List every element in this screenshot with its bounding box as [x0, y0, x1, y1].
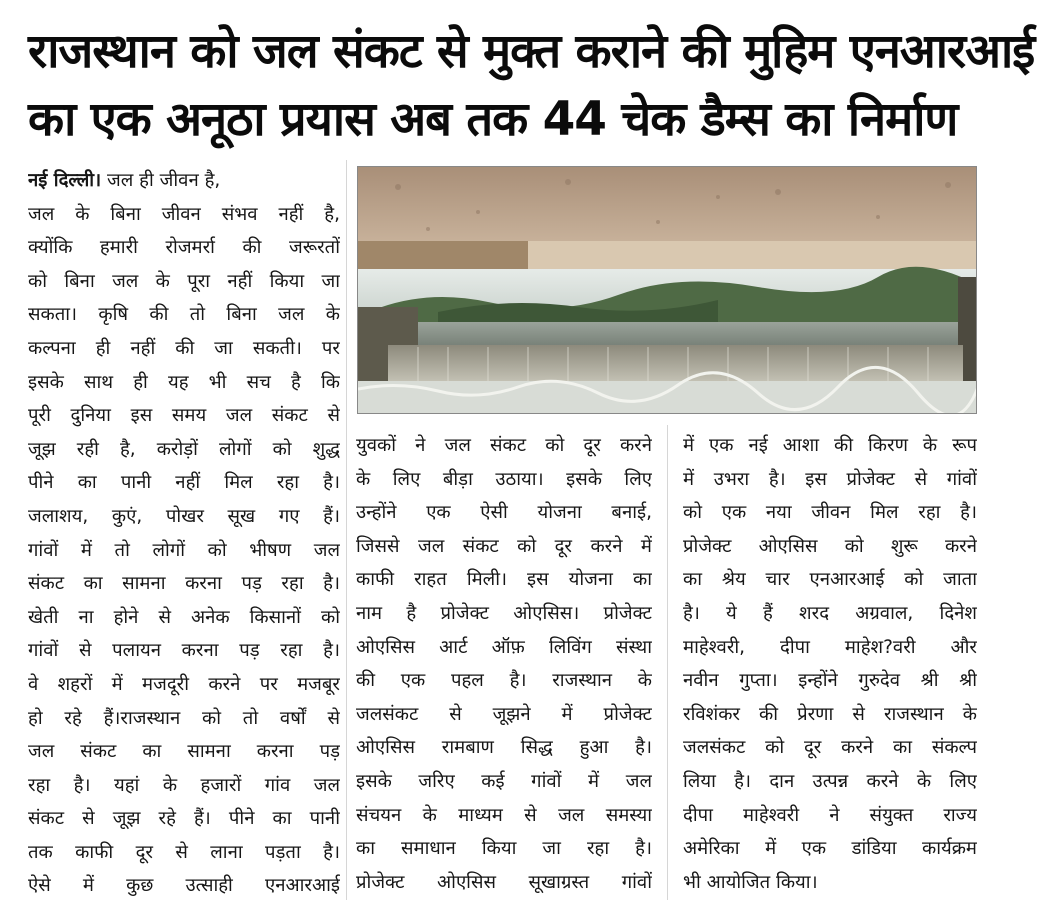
article-line: को एक नया जीवन मिल रहा है। — [683, 502, 977, 524]
article-line: के लिए बीड़ा उठाया। इसके लिए — [356, 468, 652, 490]
article-line: पीने का पानी नहीं मिल रहा है। — [28, 472, 340, 494]
article-line: जलसंकट से जूझने में प्रोजेक्ट — [356, 703, 652, 725]
article-line: को बिना जल के पूरा नहीं किया जा — [28, 270, 340, 292]
article-line: पूरी दुनिया इस समय जल संकट से — [28, 405, 340, 427]
headline-line-2: का एक अनूठा प्रयास अब तक 44 चेक डैम्स का निर्माण — [28, 92, 958, 147]
article-line: है। ये हैं शरद अग्रवाल, दिनेश — [683, 602, 977, 624]
article-line: ओएसिस रामबाण सिद्ध हुआ है। — [356, 737, 652, 759]
article-line: जलसंकट को दूर करने का संकल्प — [683, 737, 977, 759]
article-line: हो रहे हैं।राजस्थान को तो वर्षों से — [28, 707, 340, 729]
article-line: कल्पना ही नहीं की जा सकती। पर — [28, 337, 340, 359]
article-line: ऐसे में कुछ उत्साही एनआरआई — [28, 875, 340, 897]
article-line: नाम है प्रोजेक्ट ओएसिस। प्रोजेक्ट — [356, 602, 652, 624]
article-line — [28, 164, 340, 198]
article-line: जल के बिना जीवन संभव नहीं है, — [28, 203, 340, 225]
article-line: की एक पहल है। राजस्थान के — [356, 670, 652, 692]
article-line: संकट का सामना करना पड़ रहा है। — [28, 573, 340, 595]
article-column-right — [683, 429, 977, 899]
article-line: युवकों ने जल संकट को दूर करने — [356, 435, 652, 456]
article-line: रहा है। यहां के हजारों गांव जल — [28, 774, 340, 796]
foam-water — [358, 381, 977, 414]
article-line: संचयन के माध्यम से जल समस्या — [356, 804, 652, 826]
article-column-left — [28, 164, 340, 903]
article-line: क्योंकि हमारी रोजमर्रा की जरूरतों — [28, 237, 340, 259]
article-line: उन्होंने एक ऐसी योजना बनाई, — [356, 502, 652, 524]
article-line: लिया है। दान उत्पन्न करने के लिए — [683, 770, 977, 792]
article-line: में उभरा है। इस प्रोजेक्ट से गांवों — [683, 468, 977, 490]
article-line: जल संकट का सामना करना पड़ — [28, 741, 340, 763]
article-line: में एक नई आशा की किरण के रूप — [683, 435, 977, 456]
article-line: खेती ना होने से अनेक किसानों को — [28, 606, 340, 628]
article-line: इसके जरिए कई गांवों में जल — [356, 770, 652, 792]
article-line: जिससे जल संकट को दूर करने में — [356, 535, 652, 557]
article-line: माहेश्वरी, दीपा माहेश?वरी और — [683, 636, 977, 658]
article-line: प्रोजेक्ट ओएसिस को शुरू करने — [683, 535, 977, 557]
article-line: वे शहरों में मजदूरी करने पर मजबूर — [28, 673, 340, 695]
article-line: गांवों से पलायन करना पड़ रहा है। — [28, 640, 340, 662]
article-line-text: जल ही जीवन है, — [101, 170, 221, 191]
article-line: का श्रेय चार एनआरआई को जाता — [683, 569, 977, 591]
article-line: ओएसिस आर्ट ऑफ़ लिविंग संस्था — [356, 636, 652, 658]
article-line: गांवों में तो लोगों को भीषण जल — [28, 539, 340, 561]
article-column-middle — [356, 429, 652, 899]
headline-line-1: राजस्थान को जल संकट से मुक्त कराने की मुहिम एनआरआई — [28, 24, 1035, 79]
article-line: संकट से जूझ रहे हैं। पीने का पानी — [28, 808, 340, 830]
article-line: दीपा माहेश्वरी ने संयुक्त राज्य — [683, 804, 977, 826]
soil-area — [358, 167, 977, 247]
article-line: जूझ रही है, करोड़ों लोगों को शुद्ध — [28, 438, 340, 460]
article-line: तक काफी दूर से लाना पड़ता है। — [28, 841, 340, 863]
overflow-cascade — [388, 345, 963, 385]
article-line: काफी राहत मिली। इस योजना का — [356, 569, 652, 591]
article-line: इसके साथ ही यह भी सच है कि — [28, 371, 340, 393]
article-line: का समाधान किया जा रहा है। — [356, 838, 652, 860]
article-line: प्रोजेक्ट ओएसिस सूखाग्रस्त गांवों — [356, 871, 652, 893]
article-line: नवीन गुप्ता। इन्होंने गुरुदेव श्री श्री — [683, 670, 977, 692]
dateline: नई दिल्ली। — [28, 170, 102, 191]
column-divider — [346, 160, 347, 900]
news-photo-check-dam — [357, 166, 977, 414]
article-line: अमेरिका में एक डांडिया कार्यक्रम — [683, 838, 977, 860]
article-line: रविशंकर की प्रेरणा से राजस्थान के — [683, 703, 977, 725]
article-line: सकता। कृषि की तो बिना जल के — [28, 304, 340, 326]
article-line: जलाशय, कुएं, पोखर सूख गए हैं। — [28, 505, 340, 527]
article-line: भी आयोजित किया। — [683, 871, 818, 893]
headline — [28, 18, 1038, 154]
column-divider — [667, 425, 668, 900]
